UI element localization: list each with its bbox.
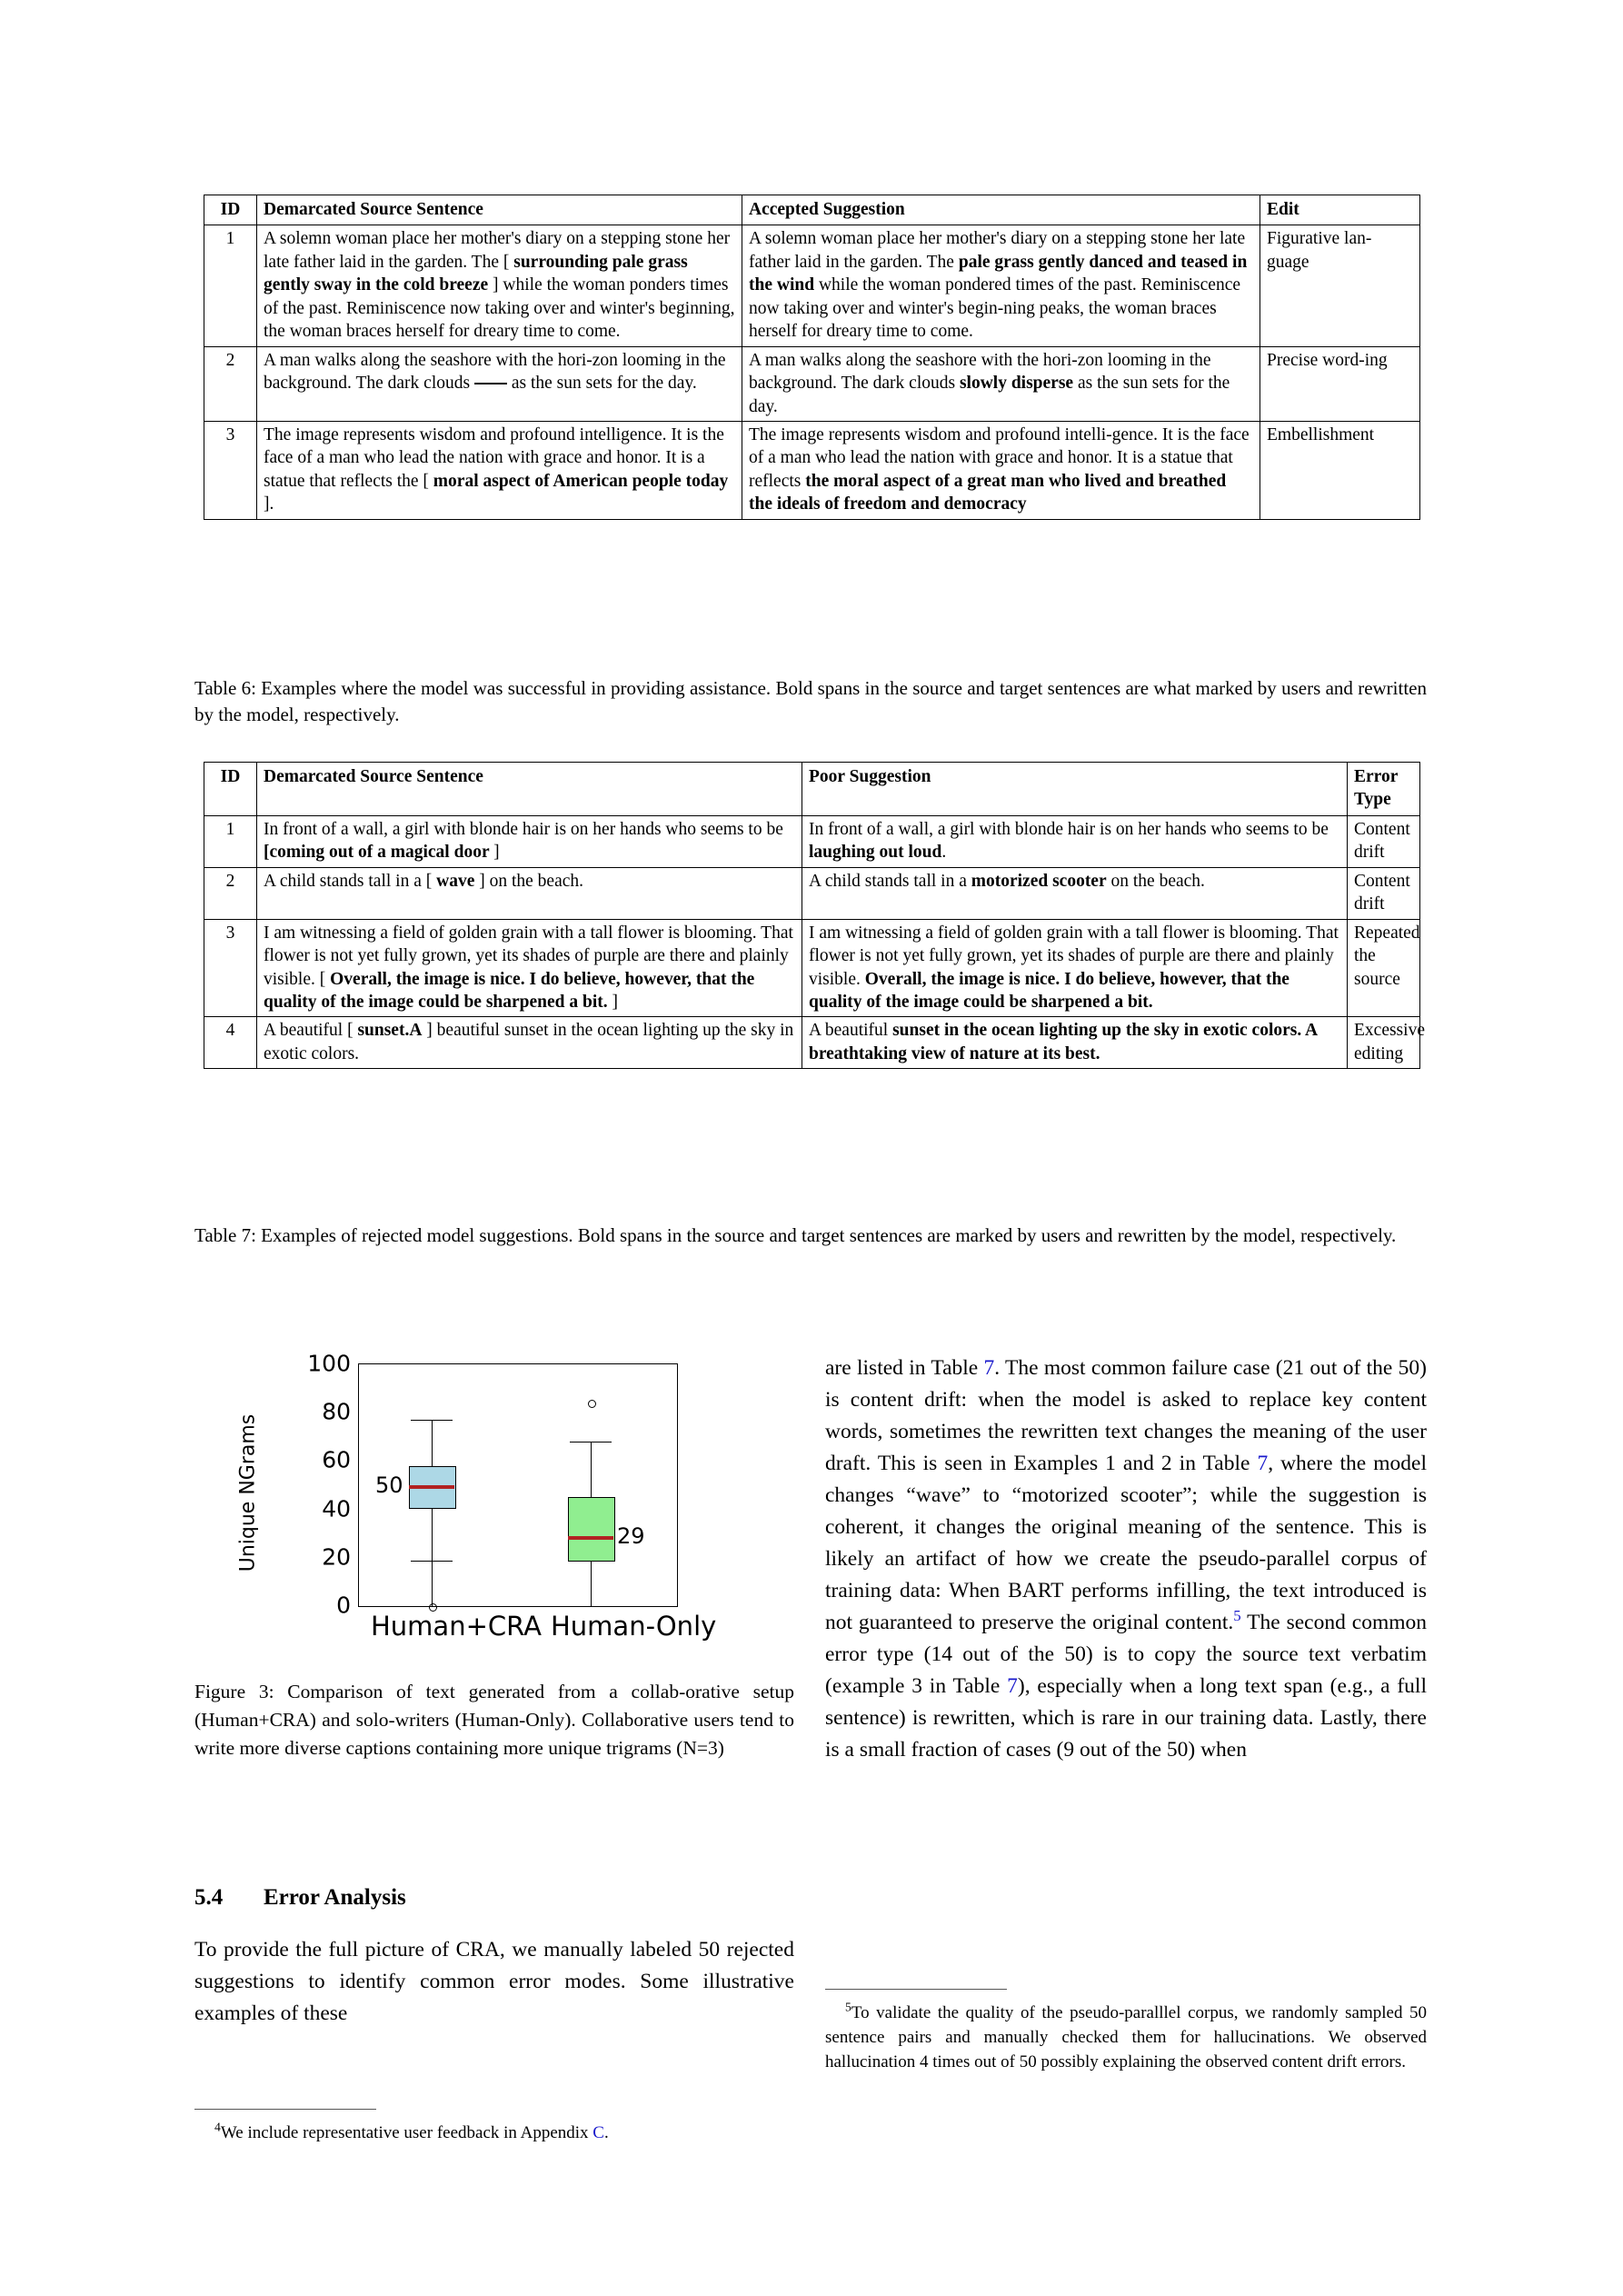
box2-quartile-box xyxy=(568,1497,615,1562)
row-edit-type: Precise word-ing xyxy=(1260,346,1420,421)
text-plain: . The most common failure case (21 out of the 50) is content drift: when the model is asked to replace key content words, sometimes the rewritten text changes the meaning of the user draft. This is seen in Examples 1 and 2 in Table xyxy=(825,1356,1427,1475)
text-plain: on the beach. xyxy=(1106,871,1205,891)
text-bold: surrounding pale grass gently sway in the cold breeze xyxy=(264,252,688,295)
footnote-5-marker[interactable]: 5 xyxy=(1233,1607,1241,1625)
row-error-type: Content drift xyxy=(1348,815,1420,867)
y-tick-100: 100 xyxy=(307,1350,351,1377)
row-error-type: Repeated the source xyxy=(1348,919,1420,1017)
table-row xyxy=(204,815,1420,867)
col-header-poor-suggestion: Poor Suggestion xyxy=(802,763,1348,816)
box1-median-line xyxy=(409,1485,454,1489)
left-column-paragraph: To provide the full picture of CRA, we manually labeled 50 rejected suggestions to identify common error modes. Some illustrative examples of these xyxy=(194,1938,794,2025)
col-header-id: ID xyxy=(204,763,257,816)
text-bold: [coming out of a magical door xyxy=(264,843,494,863)
text-plain: as the sun sets for the day. xyxy=(506,374,697,394)
col-header-id: ID xyxy=(204,195,257,225)
box2-outlier xyxy=(588,1400,596,1408)
text-plain: The second common error type (14 out of the 50) is to copy the source text verbatim (example 3 in Table xyxy=(825,1611,1427,1698)
box1-median-label: 50 xyxy=(375,1472,403,1498)
box1-whisker-cap-high xyxy=(411,1420,453,1421)
row-source-sentence xyxy=(257,919,802,1017)
plot-area xyxy=(358,1363,678,1607)
table-7-reference-link[interactable]: 7 xyxy=(1007,1674,1018,1698)
right-column-paragraph xyxy=(825,1353,1427,1766)
footnote-rule-left xyxy=(194,2109,376,2110)
row-error-type: Content drift xyxy=(1348,867,1420,919)
text-plain: ]. xyxy=(264,494,274,514)
text-plain: ] on the beach. xyxy=(474,871,584,891)
text-plain: In front of a wall, a girl with blonde hair is on her hands who seems to be xyxy=(809,819,1329,839)
y-tick-0: 0 xyxy=(336,1592,351,1619)
col-header-accepted: Accepted Suggestion xyxy=(742,195,1260,225)
table-row xyxy=(204,1017,1420,1069)
y-tick-20: 20 xyxy=(322,1543,351,1571)
text-bold: Overall, the image is nice. I do believe, however, that the quality of the image could be sharpened a bit. xyxy=(809,969,1289,1012)
row-id: 4 xyxy=(204,1017,257,1069)
text-plain: In front of a wall, a girl with blonde hair is on her hands who seems to be xyxy=(264,819,783,839)
text-bold: pale grass gently danced and teased in the wind xyxy=(749,252,1248,295)
text-plain: The image represents wisdom and profound intelli-gence. It is the face of a man who lead the nation with grace and honor. It is a statue that reflects xyxy=(749,424,1250,491)
x-tick-human-only: Human-Only xyxy=(551,1611,717,1642)
figure-3-boxplot xyxy=(194,1350,794,1645)
col-header-source: Demarcated Source Sentence xyxy=(257,195,742,225)
table-7-caption: Table 7: Examples of rejected model suggestions. Bold spans in the source and target sentences are marked by users and rewritten by the model, respectively. xyxy=(194,1224,1397,1246)
text-plain: ), especially when a long text span (e.g., a full sentence) is rewritten, which is rare in our training data. Lastly, there is a small fraction of cases (9 out of the 50) when xyxy=(825,1674,1427,1762)
text-bold: motorized scooter xyxy=(971,871,1107,891)
text-plain: A solemn woman place her mother's diary on a stepping stone her late father laid in the garden. The xyxy=(749,229,1246,272)
table-row xyxy=(204,867,1420,919)
text-plain: A man walks along the seashore with the hori-zon looming in the background. The dark clouds xyxy=(749,350,1211,394)
y-axis-ticks xyxy=(285,1350,351,1619)
footnote-5 xyxy=(825,2002,1427,2075)
text-bold: sunset in the ocean lighting up the sky in exotic colors. A breathtaking view of nature at its best. xyxy=(809,1021,1318,1063)
text-bold: sunset.A xyxy=(357,1021,423,1041)
section-number: 5.4 xyxy=(194,1885,224,1910)
row-id: 3 xyxy=(204,421,257,519)
box2-median-line xyxy=(568,1536,613,1540)
table-row xyxy=(204,421,1420,519)
text-plain: The image represents wisdom and profound intelligence. It is the face of a man who lead the nation with grace and honor. It is a statue that reflects the [ xyxy=(264,424,724,491)
text-plain: We include representative user feedback in Appendix xyxy=(220,2123,593,2142)
text-plain: while the woman pondered times of the past. Reminiscence now taking over and winter's begin-ning peaks, the woman braces herself for dreary time to come. xyxy=(749,275,1241,342)
text-bold: Overall, the image is nice. I do believe, however, that the quality of the image could be sharpened a bit. xyxy=(264,969,755,1012)
footnote-4-marker: 4 xyxy=(214,2120,221,2134)
text-bold: laughing out loud xyxy=(809,843,942,863)
figure-label: Figure 3: xyxy=(194,1681,274,1702)
text-plain: I am witnessing a field of golden grain with a tall flower is blooming. That flower is not yet fully grown, yet its shades of purple are there and plainly visible. xyxy=(809,923,1339,989)
footnote-5-marker: 5 xyxy=(845,2000,851,2014)
box1-whisker xyxy=(432,1420,433,1606)
row-id: 1 xyxy=(204,225,257,346)
appendix-c-link[interactable]: C xyxy=(592,2123,604,2142)
text-bold: the moral aspect of a great man who lived and breathed the ideals of freedom and democracy xyxy=(749,471,1227,514)
x-tick-human-cra: Human+CRA xyxy=(371,1611,542,1642)
y-tick-80: 80 xyxy=(322,1398,351,1425)
text-plain: ] beautiful sunset in the ocean lighting up the sky in exotic colors. xyxy=(264,1021,794,1063)
row-accepted-suggestion xyxy=(742,421,1260,519)
footnote-4 xyxy=(194,2121,794,2146)
text-plain: as the sun sets for the day. xyxy=(749,374,1230,416)
figure-3-caption xyxy=(194,1678,794,1763)
table-6-caption: Table 6: Examples where the model was successful in providing assistance. Bold spans in the source and target sentences are what marked by users and rewritten by the model, respectively. xyxy=(194,677,1427,725)
row-accepted-suggestion xyxy=(742,346,1260,421)
text-bold: moral aspect of American people today xyxy=(433,471,729,491)
row-edit-type: Figurative lan-guage xyxy=(1260,225,1420,346)
row-id: 2 xyxy=(204,867,257,919)
table-row xyxy=(204,919,1420,1017)
text-bold: slowly disperse xyxy=(959,374,1074,394)
section-title: Error Analysis xyxy=(264,1885,406,1910)
col-header-edit: Edit xyxy=(1260,195,1420,225)
text-plain: To validate the quality of the pseudo-paralllel corpus, we randomly sampled 50 sentence pairs and manually checked them for hallucinations. We observed hallucination 4 times out of 50 possibly explaining the observed content drift errors. xyxy=(825,2003,1427,2071)
row-source-sentence xyxy=(257,815,802,867)
y-tick-60: 60 xyxy=(322,1446,351,1473)
text-plain: A beautiful xyxy=(809,1021,893,1041)
row-id: 2 xyxy=(204,346,257,421)
text-plain: A child stands tall in a xyxy=(809,871,971,891)
col-header-error-type: Error Type xyxy=(1348,763,1420,816)
text-plain: A child stands tall in a [ xyxy=(264,871,437,891)
table-row xyxy=(204,346,1420,421)
row-id: 1 xyxy=(204,815,257,867)
text-plain: A man walks along the seashore with the hori-zon looming in the background. The dark clouds xyxy=(264,350,726,394)
table-7-reference-link[interactable]: 7 xyxy=(1257,1452,1269,1475)
text-plain: A solemn woman place her mother's diary on a stepping stone her late father laid in the garden. The [ xyxy=(264,229,731,272)
row-source-sentence xyxy=(257,421,742,519)
text-plain: ] while the woman ponders times of the past. Reminiscence now taking over and winter's beginning, the woman braces herself for dreary time to come. xyxy=(264,275,735,342)
col-header-source: Demarcated Source Sentence xyxy=(257,763,802,816)
footnote-rule-right xyxy=(825,1989,1007,1990)
row-source-sentence xyxy=(257,225,742,346)
table-row xyxy=(204,225,1420,346)
text-plain: are listed in Table xyxy=(825,1356,984,1380)
text-plain: . xyxy=(603,2123,609,2142)
table-6-header-row xyxy=(204,195,1420,225)
row-edit-type: Embellishment xyxy=(1260,421,1420,519)
row-poor-suggestion xyxy=(802,815,1348,867)
redaction-blank xyxy=(474,383,507,384)
figure-caption-text: Comparison of text generated from a collab-orative setup (Human+CRA) and solo-writers (Human-Only). Collaborative users tend to write more diverse captions containing more unique trigrams (N=3) xyxy=(194,1681,795,1760)
table-7-header-row xyxy=(204,763,1420,816)
text-plain: I am witnessing a field of golden grain with a tall flower is blooming. That flower is not yet fully grown, yet its shades of purple are there and plainly visible. [ xyxy=(264,923,793,989)
y-axis-label: Unique NGrams xyxy=(236,1413,260,1572)
section-heading-5-4 xyxy=(194,1885,794,1911)
y-tick-40: 40 xyxy=(322,1495,351,1522)
row-poor-suggestion xyxy=(802,867,1348,919)
row-source-sentence xyxy=(257,346,742,421)
row-poor-suggestion xyxy=(802,919,1348,1017)
table-6 xyxy=(204,195,1420,520)
row-id: 3 xyxy=(204,919,257,1017)
box2-median-label: 29 xyxy=(617,1522,645,1549)
table-7 xyxy=(204,762,1425,1069)
text-plain: , where the model changes “wave” to “motorized scooter”; while the suggestion is coherent, it changes the original meaning of the sentence. This is likely an artifact of how we create the pseudo-parallel corpus of training data: When BART performs infilling, the text introduced is not guaranteed to preserve the original content. xyxy=(825,1452,1428,1634)
row-source-sentence xyxy=(257,867,802,919)
row-accepted-suggestion xyxy=(742,225,1260,346)
text-plain: . xyxy=(941,843,947,863)
text-plain: A beautiful [ xyxy=(264,1021,358,1041)
text-plain: ] xyxy=(493,843,500,863)
box1-whisker-cap-low xyxy=(411,1561,453,1562)
row-poor-suggestion xyxy=(802,1017,1348,1069)
text-bold: wave xyxy=(436,871,475,891)
row-error-type: Excessive editing xyxy=(1348,1017,1420,1069)
row-source-sentence xyxy=(257,1017,802,1069)
table-7-reference-link[interactable]: 7 xyxy=(983,1356,995,1380)
text-plain: ] xyxy=(607,992,619,1012)
